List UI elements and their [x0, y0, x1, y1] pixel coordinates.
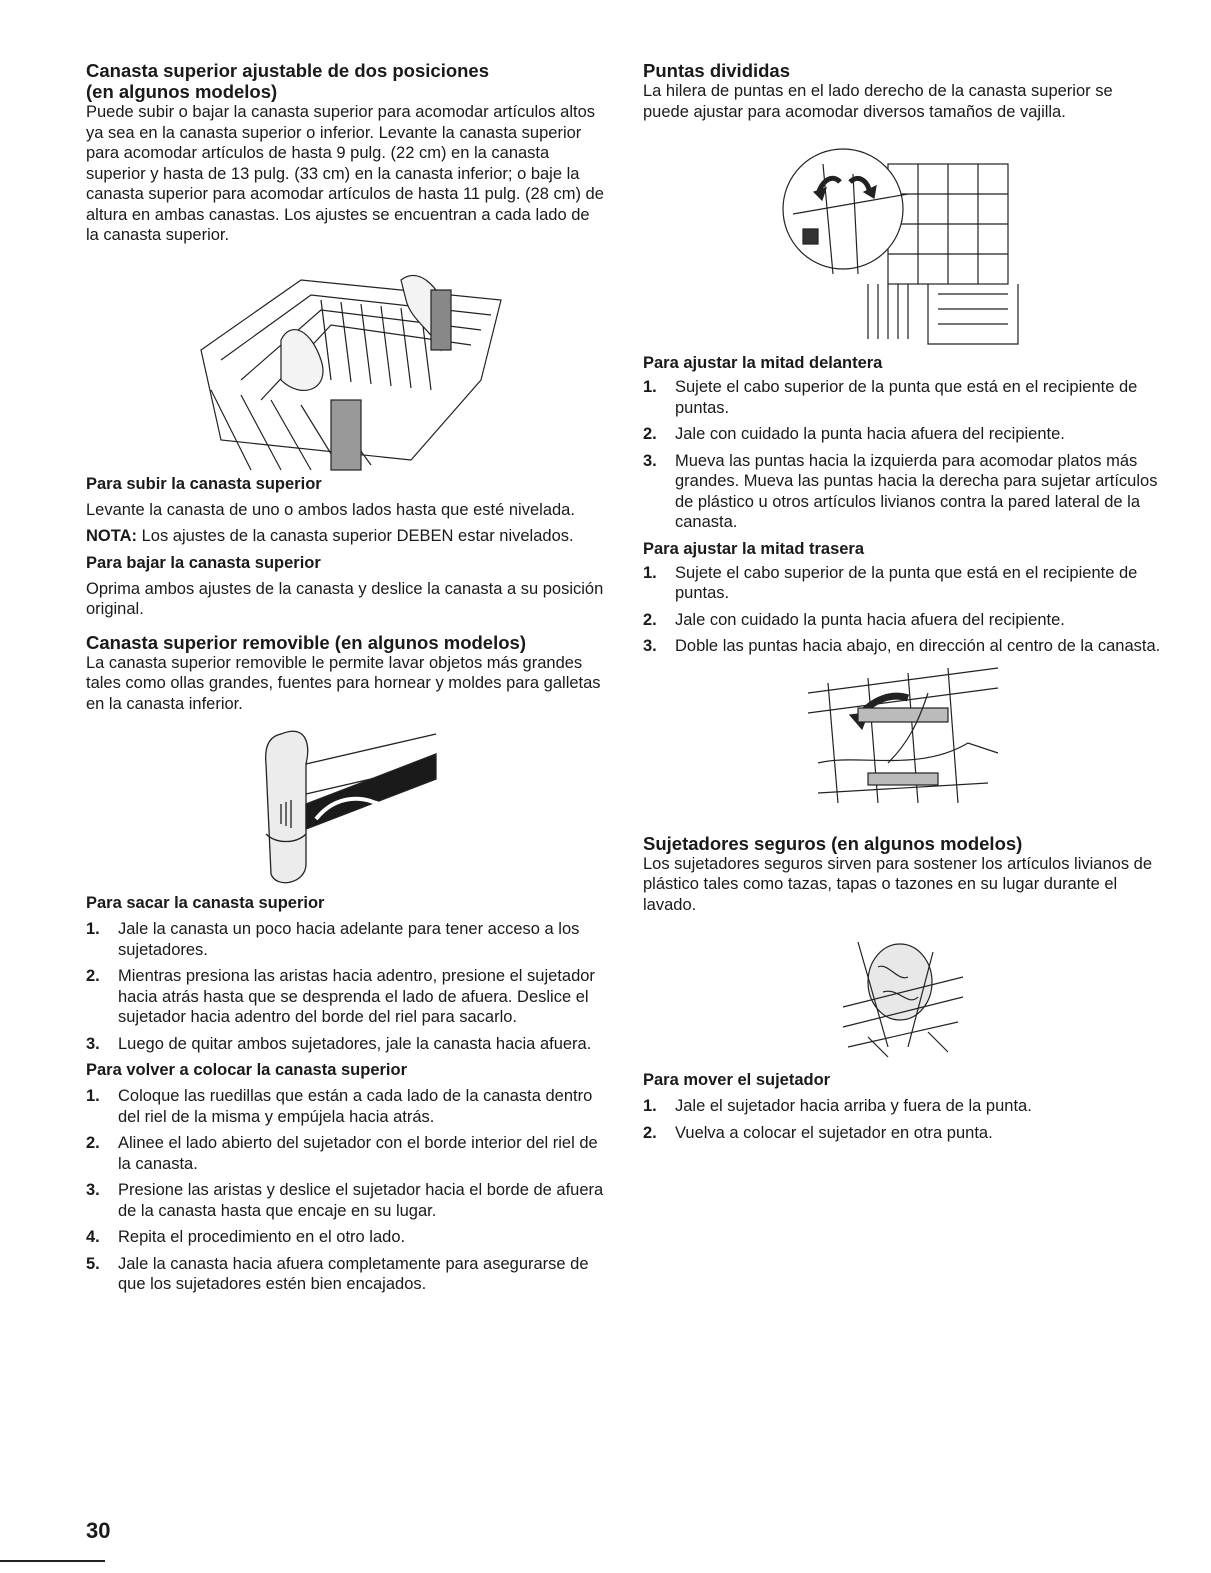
- right-column: [643, 60, 1163, 1149]
- list-item: 2. Alinee el lado abierto del sujetador con el borde interior del riel de la canasta.: [86, 1134, 598, 1173]
- list-item: 1. Sujete el cabo superior de la punta que está en el recipiente de puntas.: [643, 378, 1138, 417]
- replace-rack-heading: Para volver a colocar la canasta superior: [86, 1061, 408, 1079]
- list-item: 2. Jale con cuidado la punta hacia afuera del recipiente.: [643, 610, 1065, 629]
- lower-rack-text: Oprima ambos ajustes de la canasta y deslice la canasta a su posición original.: [86, 579, 604, 618]
- secure-clips-text: Los sujetadores seguros sirven para sostener los artículos livianos de plástico tales como tazas, tapas o tazones en su lugar durante el lavado.: [643, 854, 1153, 914]
- note-text: Los ajustes de la canasta superior DEBEN estar nivelados.: [137, 527, 574, 545]
- removable-rack-text: La canasta superior removible le permite lavar objetos más grandes tales como ollas grandes, fuentes para hornear y moldes para galletas en la canasta inferior.: [86, 653, 601, 713]
- section-heading-split-tines: Puntas divididas: [643, 60, 791, 81]
- note-label: NOTA:: [86, 527, 138, 545]
- split-tines-illustration: [778, 134, 1028, 349]
- list-item: 1. Jale el sujetador hacia arriba y fuera de la punta.: [643, 1097, 1032, 1115]
- front-half-steps: [643, 377, 1163, 533]
- remove-rack-steps: [86, 919, 606, 1054]
- lower-rack-heading: Para bajar la canasta superior: [86, 553, 321, 572]
- rack-rail-clip-illustration: [246, 724, 446, 889]
- replace-rack-steps: [86, 1086, 606, 1295]
- front-half-heading: Para ajustar la mitad delantera: [643, 354, 883, 372]
- footer-rule: [0, 1560, 105, 1562]
- page-number: 30: [86, 1518, 111, 1543]
- rear-half-heading: Para ajustar la mitad trasera: [643, 539, 865, 558]
- list-item: 1. Coloque las ruedillas que están a cada lado de la canasta dentro del riel de la misma y empújela hacia atrás.: [86, 1087, 593, 1126]
- fold-tines-illustration: [798, 663, 1008, 813]
- note-paragraph: [86, 526, 606, 547]
- remove-rack-heading: Para sacar la canasta superior: [86, 894, 325, 912]
- list-item: 4. Repita el procedimiento en el otro lado.: [86, 1228, 406, 1246]
- secure-clip-illustration: [838, 937, 968, 1062]
- list-item: 5. Jale la canasta hacia afuera completamente para asegurarse de que los sujetadores estén bien encajados.: [86, 1254, 589, 1293]
- rack-lift-illustration: [181, 260, 511, 472]
- move-clip-steps: [643, 1096, 1163, 1143]
- split-tines-intro: La hilera de puntas en el lado derecho de la canasta superior se puede ajustar para acomodar diversos tamaños de vajilla.: [643, 82, 1113, 121]
- adjustable-rack-intro: Puede subir o bajar la canasta superior para acomodar artículos altos ya sea en la canasta superior o inferior. Levante la canasta superior para acomodar artículos de hasta 9 pulg. (22 cm) en la canasta superior y hasta de 13 pulg. (33 cm) en la canasta inferior; o baje la canasta superior para acomodar artículos de hasta 11 pulg. (28 cm) de altura en ambas canastas. Los ajustes se encuentran a cada lado de la canasta superior.: [86, 103, 604, 244]
- list-item: 3. Doble las puntas hacia abajo, en dirección al centro de la canasta.: [643, 637, 1161, 655]
- list-item: 3. Presione las aristas y deslice el sujetador hacia el borde de afuera de la canasta hasta que encaje en su lugar.: [86, 1181, 604, 1220]
- list-item: 2. Vuelva a colocar el sujetador en otra punta.: [643, 1123, 993, 1142]
- left-column: [86, 60, 606, 1301]
- raise-rack-text: Levante la canasta de uno o ambos lados hasta que esté nivelada.: [86, 500, 575, 519]
- raise-rack-heading: Para subir la canasta superior: [86, 474, 322, 493]
- section-heading-secure-clips: Sujetadores seguros (en algunos modelos): [643, 832, 1023, 854]
- list-item: 2. Jale con cuidado la punta hacia afuera del recipiente.: [643, 425, 1065, 443]
- section-heading-adjustable-rack: Canasta superior ajustable de dos posiciones: [86, 60, 490, 81]
- section-heading-adjustable-rack-sub: (en algunos modelos): [86, 81, 278, 102]
- list-item: 3. Luego de quitar ambos sujetadores, jale la canasta hacia afuera.: [86, 1034, 592, 1053]
- list-item: 1. Sujete el cabo superior de la punta que está en el recipiente de puntas.: [643, 563, 1138, 602]
- move-clip-heading: Para mover el sujetador: [643, 1071, 831, 1089]
- rear-half-steps: [643, 563, 1163, 657]
- list-item: 3. Mueva las puntas hacia la izquierda para acomodar platos más grandes. Mueva las puntas hacia la derecha para sujetar artículos de plástico u otros artículos livianos contra la pared lateral de la canasta.: [643, 451, 1158, 531]
- list-item: 1. Jale la canasta un poco hacia adelante para tener acceso a los sujetadores.: [86, 920, 580, 959]
- section-heading-removable-rack: Canasta superior removible (en algunos modelos): [86, 631, 526, 653]
- list-item: 2. Mientras presiona las aristas hacia adentro, presione el sujetador hacia atrás hasta que se desprenda el lado de afuera. Deslice el sujetador hacia adentro del borde del riel para sacarlo.: [86, 967, 595, 1026]
